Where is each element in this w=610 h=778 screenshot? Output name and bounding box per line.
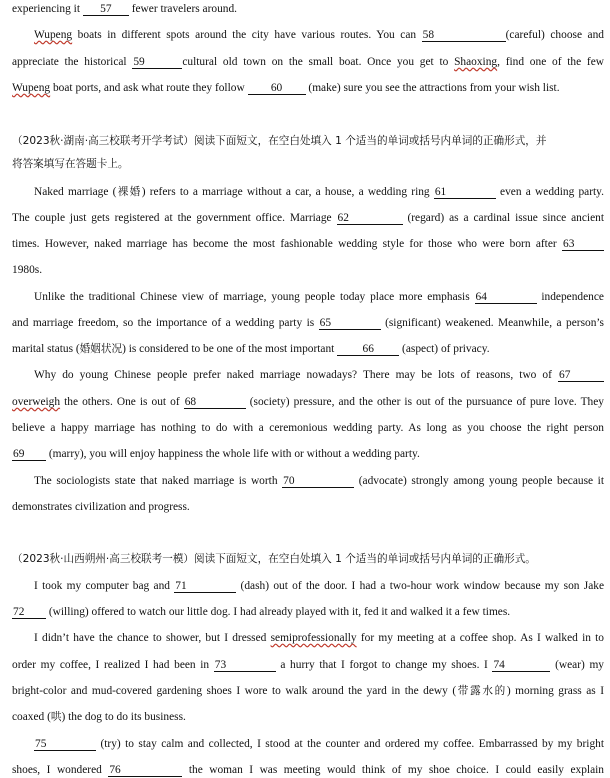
text-line: order my coffee, I realized I had been in 73 a hurry that I forgot to change my shoes. I 74 (wear) my <box>12 659 605 671</box>
text-line: I took my computer bag and 71 (dash) out of the door. I had a two-hour work window because my son Jake <box>34 580 604 592</box>
blank-59[interactable]: 59 <box>132 56 182 69</box>
blank-67[interactable]: 67 <box>558 369 604 382</box>
text-line: shoes, I wondered 76 the woman I was meeting would think of my shoe choice. I could easily explain <box>12 764 604 776</box>
text-line: overweigh the others. One is out of 68 (society) pressure, and the other is out of the pursuance of pure love. They <box>12 396 604 408</box>
blank-76[interactable]: 76 <box>108 764 182 777</box>
text-line: Unlike the traditional Chinese view of marriage, young people today place more emphasis 64 independence <box>34 291 604 303</box>
blank-73[interactable]: 73 <box>214 659 276 672</box>
text-line: 1980s. <box>12 264 43 276</box>
blank-70[interactable]: 70 <box>282 475 354 488</box>
text-line: 69 (marry), you will enjoy happiness the whole life with or without a wedding party. <box>13 448 420 460</box>
blank-58[interactable]: 58 <box>422 29 506 42</box>
section-heading-1: （2023秋·湖南·高三校联考开学考试）阅读下面短文，在空白处填入 1 个适当的单词或括号内单词的正确形式，并 <box>12 135 547 147</box>
text-line: Wupeng boat ports, and ask what route they follow 60 (make) sure you see the attractions from your wish list. <box>12 82 560 94</box>
text-line: I didn’t have the chance to shower, but I dressed semiprofessionally for my meeting at a coffee shop. As I walked in to <box>34 632 604 644</box>
text-line: experiencing it 57 fewer travelers around. <box>12 3 238 15</box>
text-line: 75 (try) to stay calm and collected, I stood at the counter and ordered my coffee. Embarrassed by my bright <box>35 738 604 750</box>
blank-66[interactable]: 66 <box>337 343 399 356</box>
text-line: believe a happy marriage has nothing to do with a ceremonious wedding party. As long as you choose the right person <box>12 422 604 434</box>
text-line: bright-color and mud-covered gardening shoes I wore to walk around the yard in the dewy (带露水的) morning grass as I <box>12 685 605 697</box>
section-heading-2: （2023秋·山西朔州·高三校联考一模）阅读下面短文，在空白处填入 1 个适当的单词或括号内单词的正确形式。 <box>12 553 536 565</box>
blank-71[interactable]: 71 <box>174 580 236 593</box>
blank-65[interactable]: 65 <box>319 317 381 330</box>
text-line: Why do young Chinese people prefer naked marriage nowadays? There may be lots of reasons, two of 67 <box>34 368 604 383</box>
section-heading-1-cont: 将答案填写在答题卡上。 <box>12 158 129 170</box>
text-line: Naked marriage (裸婚) refers to a marriage without a car, a house, a wedding ring 61 even a wedding party. <box>34 186 604 198</box>
blank-69[interactable]: 69 <box>12 448 46 461</box>
blank-61[interactable]: 61 <box>434 186 496 199</box>
blank-63[interactable]: 63 <box>562 238 604 251</box>
text-line: coaxed (哄) the dog to do its business. <box>12 711 186 723</box>
text-line: marital status (婚姻状况) is considered to be one of the most important 66 (aspect) of privacy. <box>12 343 490 355</box>
text-line: and marriage freedom, so the importance of a wedding party is 65 (significant) weakened. Meanwhile, a person’s <box>12 317 604 329</box>
blank-72[interactable]: 72 <box>12 606 46 619</box>
blank-75[interactable]: 75 <box>34 738 96 751</box>
text-line: times. However, naked marriage has become the most fashionable wedding style for those who were born after 63 <box>12 237 604 252</box>
blank-60[interactable]: 60 <box>248 82 306 95</box>
text-line: demonstrates civilization and progress. <box>12 501 190 513</box>
blank-62[interactable]: 62 <box>337 212 403 225</box>
blank-68[interactable]: 68 <box>184 396 246 409</box>
blank-74[interactable]: 74 <box>492 659 550 672</box>
text-line: Wupeng boats in different spots around the city have various routes. You can 58 (careful) choose and <box>34 29 604 41</box>
blank-57[interactable]: 57 <box>83 3 129 16</box>
text-line: appreciate the historical 59 cultural old town on the small boat. Once you get to Shaoxing, find one of the few <box>12 56 604 68</box>
blank-64[interactable]: 64 <box>475 291 537 304</box>
text-line: The couple just gets registered at the government office. Marriage 62 (regard) as a cardinal issue since ancient <box>12 212 605 224</box>
text-line: The sociologists state that naked marriage is worth 70 (advocate) strongly among young people because it <box>34 475 604 487</box>
text-line: 72 (willing) offered to watch our little dog. I had already played with it, fed it and walked it a few times. <box>13 606 511 618</box>
